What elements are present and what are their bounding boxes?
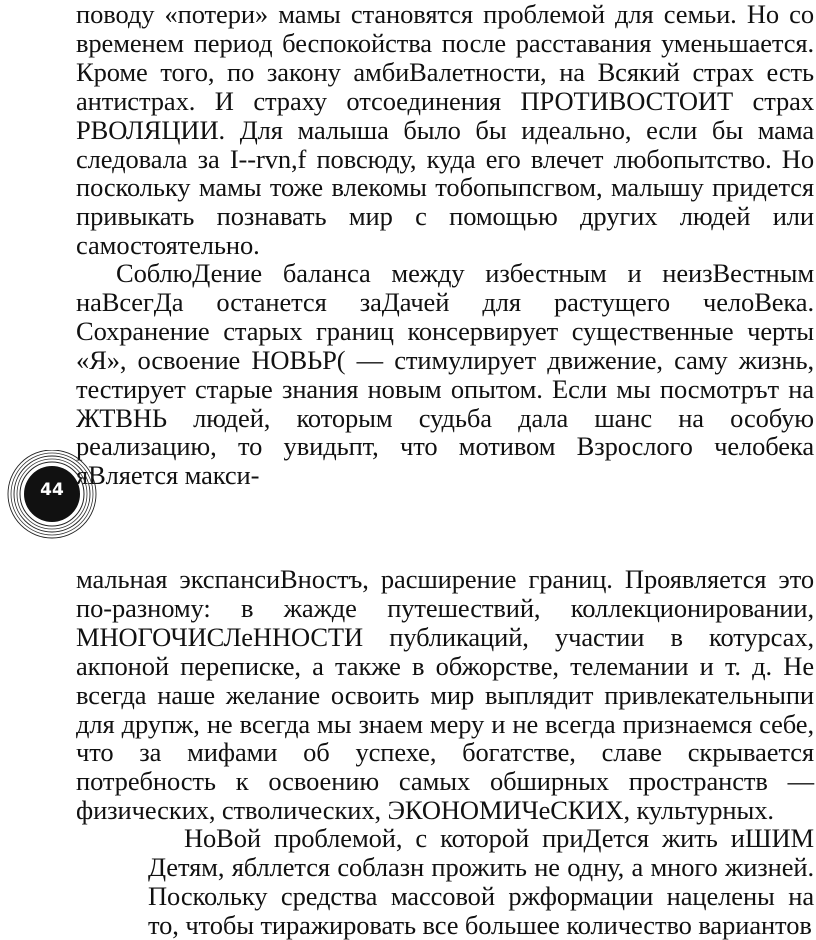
page-number: 44 [40, 480, 64, 500]
paragraph-1: поводу «потери» мамы становятся проблемой для семьи. Но со временем период беспокойства после расставания уменьшается. Кроме того, по закону амбиВалетности, на Всякий страх есть антистрах. И страху отсоединения ПРОТИВОСТОИТ страх РВОЛЯЦИИ. Для малыша было бы идеально, если бы мама следовала за I--rvn,f повсюду, куда его влечет любопытство. Но поскольку мамы тоже влекомы тобопыпсгвом, малышу придется привыкать познавать мир с помощью других людей или самостоятельно. [76, 0, 814, 261]
paragraph-2: СоблюДение баланса между избестным и неизВестным наВсегДа останется заДачей для растущего челоВека. Сохранение старых границ консервирует существенные черты «Я», освоение НОВЬР( — стимулирует движение, саму жизнь, тестирует старые знания новым опытом. Если мы посмотрът на ЖТВНЬ людей, которым судьба дала шанс на особую реализацию, то увидьпт, что мотивом Взрослого челобека яВляется макси- [76, 258, 814, 491]
page-number-badge [4, 450, 100, 546]
paragraph-4: НоВой проблемой, с которой приДется жить иШИМ Детям, ябллется соблазн прожить не одну, а много жизней. Поскольку средства массовой ржформации нацелены на то, чтобы тиражировать все большее количество вариантов [148, 823, 814, 940]
paragraph-3: мальная экспансиВностъ, расширение границ. Проявляется это по-разному: в жажде путешествий, коллекционировании, МНОГОЧИСЛеННОСТИ публикаций, участии в котурсах, акпоной переписке, а также в обжорстве, телемании и т. д. Не всегда наше желание освоить мир выплядит привлекательныпи для друпж, не всегда мы знаем меру и не всегда признаемся себе, что за мифами об успехе, богатстве, славе скрывается потребность к освоению самых обширных пространств — физических, стволических, ЭКОНОМИЧеСКИХ, культурных. [76, 564, 814, 826]
